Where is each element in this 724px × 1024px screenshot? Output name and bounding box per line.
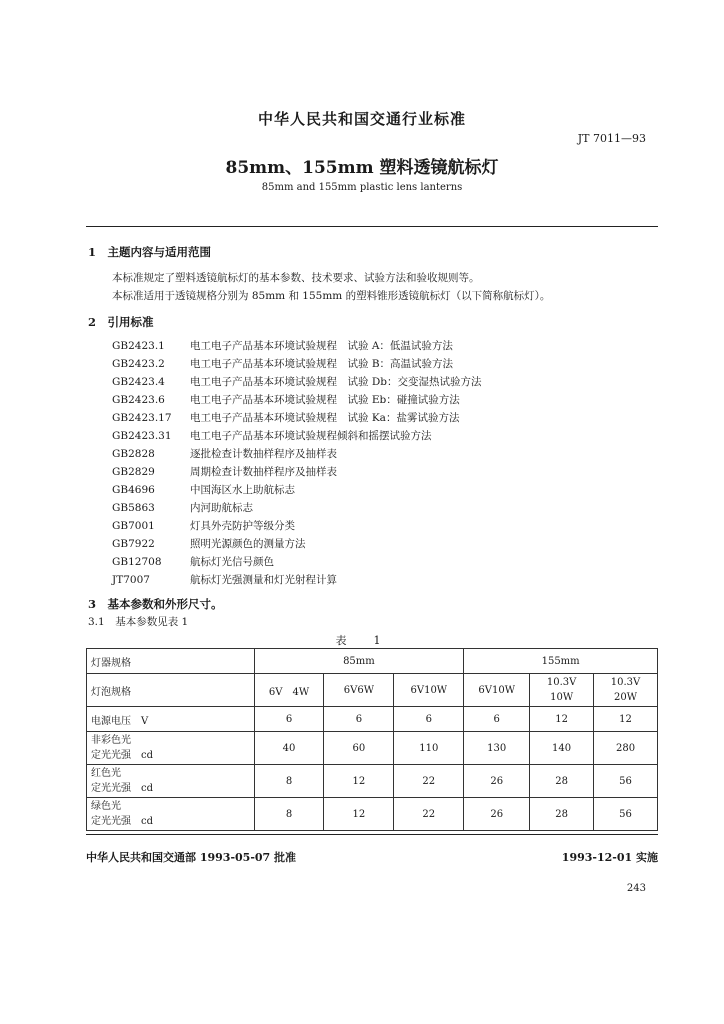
- table-cell: 6: [394, 707, 464, 732]
- table-cell: 28: [530, 765, 594, 798]
- approval-line: 中华人民共和国交通部 1993-05-07 批准: [86, 851, 297, 864]
- table-cell: 12: [594, 707, 658, 732]
- table-cell: 280: [594, 732, 658, 765]
- table-cell: 22: [394, 765, 464, 798]
- table-group-155mm: 155mm: [464, 649, 658, 674]
- table-caption: 表 1: [335, 634, 389, 647]
- effective-date: 1993-12-01 实施: [561, 851, 658, 864]
- reference-item: GB2423.31 电工电子产品基本环境试验规程倾斜和摇摆试验方法: [112, 430, 432, 442]
- reference-item: JT7007 航标灯光强测量和灯光射程计算: [112, 574, 337, 586]
- section-2-heading: 2 引用标准: [88, 315, 154, 329]
- page-number: 243: [626, 883, 646, 894]
- table-row-label: 红色光 定光光强 cd: [87, 765, 255, 798]
- table-cell: 10.3V 10W: [530, 674, 594, 707]
- reference-item: GB12708 航标灯光信号颜色: [112, 556, 274, 568]
- table-cell: 140: [530, 732, 594, 765]
- reference-item: GB2828 逐批检查计数抽样程序及抽样表: [112, 448, 337, 460]
- table-cell: 56: [594, 765, 658, 798]
- section-1-heading: 1 主题内容与适用范围: [88, 245, 212, 259]
- footer-rule: [86, 834, 658, 835]
- reference-item: GB2423.2 电工电子产品基本环境试验规程 试验 B：高温试验方法: [112, 358, 454, 370]
- reference-item: GB7922 照明光源颜色的测量方法: [112, 538, 306, 550]
- table-cell: 26: [464, 765, 530, 798]
- standard-number: JT 7011—93: [577, 132, 646, 145]
- table-cell: 6V 4W: [254, 674, 324, 707]
- table-cell: 40: [254, 732, 324, 765]
- document-title-english: 85mm and 155mm plastic lens lanterns: [261, 182, 463, 193]
- table-cell: 130: [464, 732, 530, 765]
- header-rule: [86, 226, 658, 227]
- table-cell: 12: [530, 707, 594, 732]
- table-cell: 12: [324, 798, 394, 831]
- table-cell: 22: [394, 798, 464, 831]
- table-cell: 110: [394, 732, 464, 765]
- table-row-label: 电源电压 V: [87, 707, 255, 732]
- reference-item: GB5863 内河助航标志: [112, 502, 253, 514]
- reference-item: GB2423.1 电工电子产品基本环境试验规程 试验 A：低温试验方法: [112, 340, 453, 352]
- table-cell: 6: [254, 707, 324, 732]
- table-row-label: 非彩色光 定光光强 cd: [87, 732, 255, 765]
- table-cell: 56: [594, 798, 658, 831]
- table-cell: 6: [464, 707, 530, 732]
- table-header-bulb: 灯泡规格: [87, 674, 255, 707]
- section-3-1-text: 3.1 基本参数见表 1: [88, 616, 189, 628]
- table-group-85mm: 85mm: [254, 649, 464, 674]
- table-cell: 6V10W: [464, 674, 530, 707]
- table-cell: 8: [254, 765, 324, 798]
- table-cell: 6V6W: [324, 674, 394, 707]
- section-1-para-1: 本标准规定了塑料透镜航标灯的基本参数、技术要求、试验方法和验收规则等。: [112, 272, 480, 284]
- reference-item: GB2423.4 电工电子产品基本环境试验规程 试验 Db：交变湿热试验方法: [112, 376, 482, 388]
- reference-item: GB2423.17 电工电子产品基本环境试验规程 试验 Ka：盐雾试验方法: [112, 412, 460, 424]
- table-cell: 60: [324, 732, 394, 765]
- table-row-label: 绿色光 定光光强 cd: [87, 798, 255, 831]
- table-cell: 8: [254, 798, 324, 831]
- table-cell: 26: [464, 798, 530, 831]
- table-cell: 6: [324, 707, 394, 732]
- section-1-para-2: 本标准适用于透镜规格分别为 85mm 和 155mm 的塑料锥形透镜航标灯（以下简称航标灯）。: [112, 290, 551, 302]
- reference-item: GB4696 中国海区水上助航标志: [112, 484, 295, 496]
- reference-item: GB2829 周期检查计数抽样程序及抽样表: [112, 466, 337, 478]
- table-header-lamp: 灯器规格: [87, 649, 255, 674]
- table-cell: 28: [530, 798, 594, 831]
- table-cell: 10.3V 20W: [594, 674, 658, 707]
- table-cell: 6V10W: [394, 674, 464, 707]
- table-cell: 12: [324, 765, 394, 798]
- parameters-table: [86, 648, 658, 831]
- issuing-org: 中华人民共和国交通行业标准: [257, 110, 466, 128]
- document-title: 85mm、155mm 塑料透镜航标灯: [225, 158, 499, 178]
- reference-item: GB2423.6 电工电子产品基本环境试验规程 试验 Eb：碰撞试验方法: [112, 394, 460, 406]
- reference-item: GB7001 灯具外壳防护等级分类: [112, 520, 295, 532]
- section-3-heading: 3 基本参数和外形尺寸。: [88, 597, 223, 611]
